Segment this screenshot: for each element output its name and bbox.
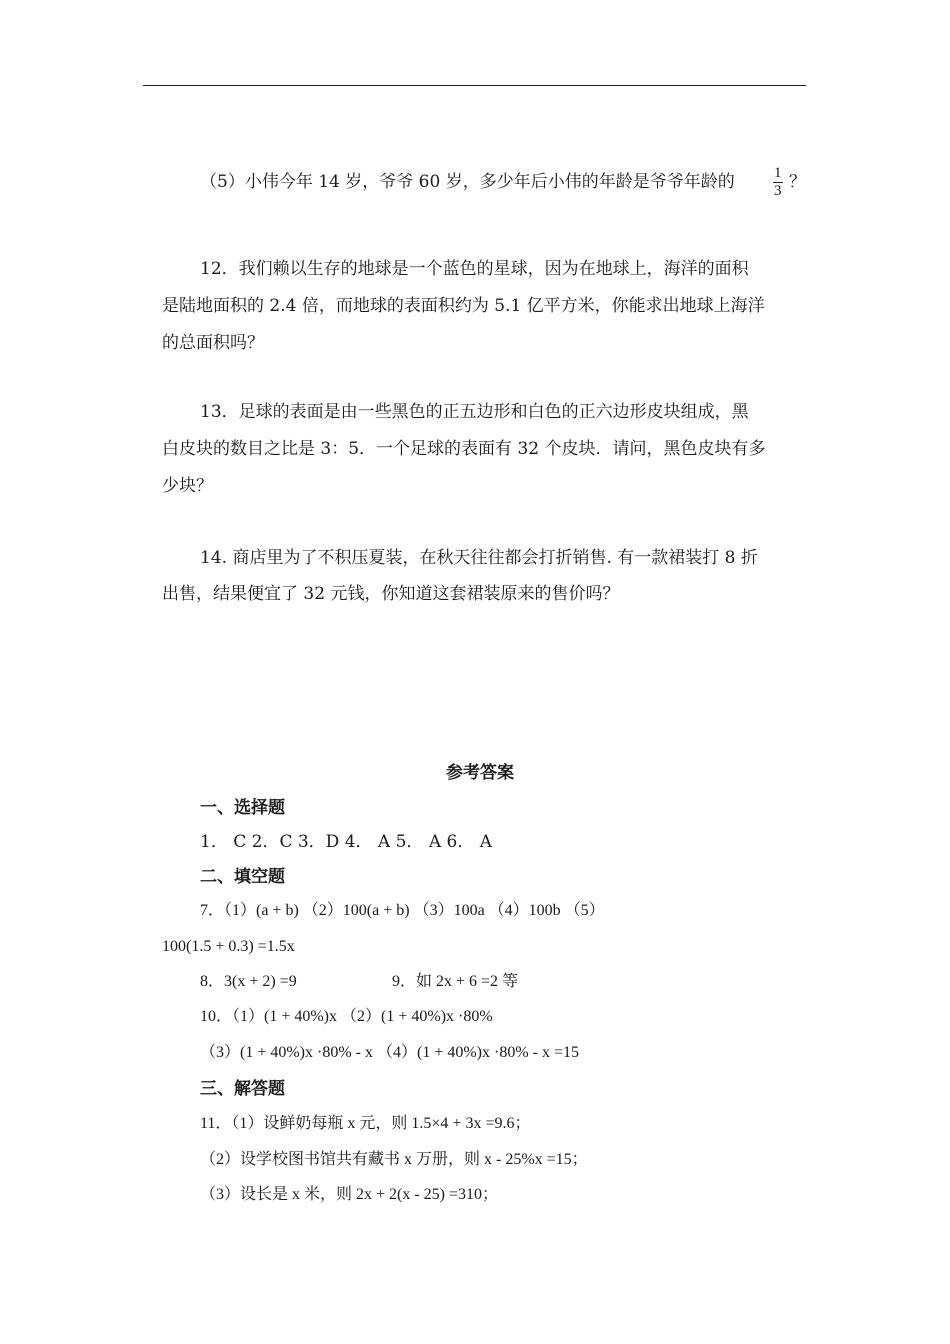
answer-7-continued: 100(1.5 + 0.3) =1.5x <box>162 938 295 955</box>
fraction-one-third <box>773 165 783 200</box>
question-14-line-2: 出售，结果便宜了 32 元钱，你知道这套裙装原来的售价吗？ <box>162 584 620 604</box>
answer-11-part-3: （3）设长是 x 米，则 2x + 2(x - 25) =310； <box>200 1186 499 1203</box>
section-fill-heading: 二、填空题 <box>200 867 285 887</box>
question-12-line-2: 是陆地面积的 2.4 倍，而地球的表面积约为 5.1 亿平方米，你能求出地球上海洋 <box>162 296 765 316</box>
section-solve-heading: 三、解答题 <box>200 1079 285 1099</box>
section-choice-heading: 一、选择题 <box>200 798 285 818</box>
answer-11-part-1: 11．（1）设鲜奶每瓶 x 元，则 1.5×4 + 3x =9.6； <box>200 1115 531 1132</box>
answer-11-part-2: （2）设学校图书馆共有藏书 x 万册，则 x - 25%x =15； <box>200 1151 588 1168</box>
fraction-denominator: 3 <box>774 183 782 199</box>
answer-7: 7．（1）(a + b) （2）100(a + b) （3）100a （4）100b （5） <box>200 902 605 919</box>
question-12-line-3: 的总面积吗？ <box>162 333 264 353</box>
question-13-line-3: 少块？ <box>162 476 213 496</box>
question-5-suffix: ？ <box>789 172 806 192</box>
question-5 <box>200 170 735 194</box>
answer-8: 8．3(x + 2) =9 <box>200 973 297 990</box>
answer-10: 10．（1）(1 + 40%)x （2）(1 + 40%)x ·80% <box>200 1008 493 1025</box>
fraction-numerator: 1 <box>774 165 782 181</box>
answer-10-continued: （3）(1 + 40%)x ·80% - x （4）(1 + 40%)x ·80% - x =15 <box>200 1044 580 1061</box>
answer-9: 9．如 2x + 6 =2 等 <box>392 973 519 990</box>
question-14-line-1: 14. 商店里为了不积压夏装，在秋天往往都会打折销售. 有一款裙装打 8 折 <box>200 548 758 568</box>
question-5-text: （5）小伟今年 14 岁，爷爷 60 岁，多少年后小伟的年龄是爷爷年龄的 <box>200 172 735 192</box>
question-13-line-2: 白皮块的数目之比是 3：5．一个足球的表面有 32 个皮块．请问，黑色皮块有多 <box>162 439 766 459</box>
question-12-line-1: 12．我们赖以生存的地球是一个蓝色的星球，因为在地球上，海洋的面积 <box>200 259 749 279</box>
answer-choice-list: 1． C 2．C 3．D 4． A 5． A 6． A <box>200 832 493 852</box>
answers-title: 参考答案 <box>446 763 514 783</box>
question-13-line-1: 13．足球的表面是由一些黑色的正五边形和白色的正六边形皮块组成，黑 <box>200 402 749 422</box>
header-rule <box>143 85 806 86</box>
